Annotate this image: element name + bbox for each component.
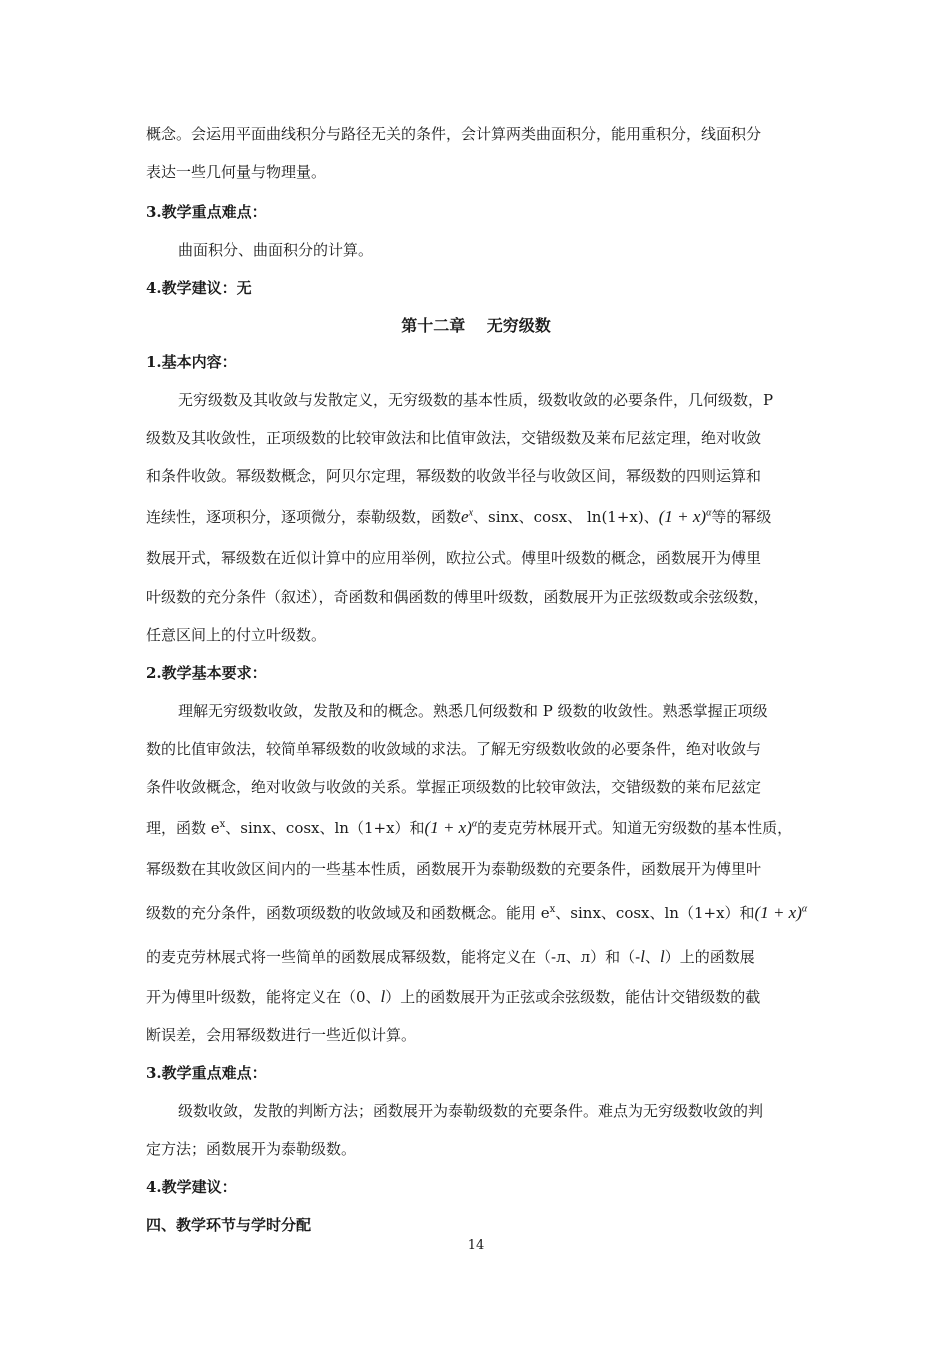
- text-run: 、: [644, 948, 660, 966]
- paragraph-line: 幂级数在其收敛区间内的一些基本性质，函数展开为泰勒级数的充要条件，函数展开为傅里叶: [146, 860, 762, 878]
- text-run: 理，函数 e: [146, 819, 220, 837]
- text-run: 的麦克劳林展开式。知道无穷级数的基本性质，: [477, 819, 793, 837]
- superscript: x: [219, 819, 226, 830]
- superscript-alpha: α: [801, 903, 808, 915]
- paragraph-line: [146, 946, 755, 967]
- paragraph-line: 数展开式，幂级数在近似计算中的应用举例，欧拉公式。傅里叶级数的概念，函数展开为傅里: [146, 549, 762, 567]
- text-run: 开为傅里叶级数，能将定义在（0、: [146, 988, 381, 1006]
- math-l: l: [640, 947, 645, 966]
- section-heading: 1.基本内容：: [146, 353, 237, 371]
- superscript: x: [549, 904, 556, 915]
- math-l: l: [380, 987, 386, 1006]
- paragraph-line: 叶级数的充分条件（叙述），奇函数和偶函数的傅里叶级数，函数展开为正弦级数或余弦级数，: [146, 588, 769, 606]
- paragraph-line: [146, 986, 760, 1007]
- paragraph-line: 级数及其收敛性，正项级数的比较审敛法和比值审敛法，交错级数及莱布尼兹定理，绝对收敛: [146, 429, 762, 447]
- paragraph-line: 无穷级数及其收敛与发散定义，无穷级数的基本性质，级数收敛的必要条件，几何级数，P: [178, 391, 774, 409]
- paragraph-line: [146, 902, 807, 923]
- paragraph-line: [146, 817, 792, 838]
- text-run: 连续性，逐项积分，逐项微分，泰勒级数，函数: [146, 508, 462, 526]
- paragraph-line: 和条件收敛。幂级数概念，阿贝尔定理，幂级数的收敛半径与收敛区间，幂级数的四则运算和: [146, 467, 762, 485]
- paragraph-line: 概念。会运用平面曲线积分与路径无关的条件，会计算两类曲面积分，能用重积分，线面积分: [146, 125, 762, 143]
- text-run: 级数的充分条件，函数项级数的收敛域及和函数概念。能用 e: [146, 904, 550, 922]
- math-binomial: [425, 818, 478, 837]
- paragraph-line: 理解无穷级数收敛，发散及和的概念。熟悉几何级数和 P 级数的收敛性。熟悉掌握正项级: [178, 702, 768, 720]
- paragraph-line: 级数收敛，发散的判断方法；函数展开为泰勒级数的充要条件。难点为无穷级数收敛的判: [178, 1102, 764, 1120]
- section-heading: 四、教学环节与学时分配: [146, 1216, 312, 1234]
- section-heading: 4.教学建议：无: [146, 279, 252, 297]
- section-heading: 2.教学基本要求：: [146, 664, 267, 682]
- paragraph-line: 定方法；函数展开为泰勒级数。: [146, 1140, 357, 1158]
- section-heading: 3.教学重点难点：: [146, 203, 267, 221]
- paragraph-line: 条件收敛概念，绝对收敛与收敛的关系。掌握正项级数的比较审敛法，交错级数的莱布尼兹定: [146, 778, 762, 796]
- section-heading: 4.教学建议：: [146, 1178, 237, 1196]
- text-run: ）上的函数展开为正弦或余弦级数，能估计交错级数的截: [385, 988, 761, 1006]
- paragraph-line: 数的比值审敛法，较简单幂级数的收敛域的求法。了解无穷级数收敛的必要条件，绝对收敛与: [146, 740, 762, 758]
- math-base: (1 + x): [658, 507, 707, 526]
- paragraph-line: [146, 506, 771, 527]
- text-run: 、sinx、cosx、ln（1+x）和: [555, 904, 755, 922]
- page-number: 14: [467, 1238, 485, 1253]
- math-base: (1 + x): [754, 903, 802, 922]
- text-run: 的麦克劳林展式将一些简单的函数展成幂级数，能将定义在（-л、л）和（-: [146, 948, 641, 966]
- paragraph-line: 断误差，会用幂级数进行一些近似计算。: [146, 1026, 417, 1044]
- text-run: 等的幂级: [711, 508, 772, 526]
- paragraph-line: 任意区间上的付立叶级数。: [146, 626, 327, 644]
- math-exp: [461, 507, 473, 526]
- superscript-alpha: α: [471, 818, 478, 830]
- text-run: 、sinx、cosx、 ln(1+x)、: [473, 508, 659, 526]
- math-base: (1 + x): [424, 818, 472, 837]
- paragraph-line: 曲面积分、曲面积分的计算。: [178, 241, 374, 259]
- text-run: 、sinx、cosx、ln（1+x）和: [225, 819, 425, 837]
- math-binomial: [755, 903, 808, 922]
- math-binomial: [659, 507, 712, 526]
- superscript: x: [468, 507, 474, 519]
- text-run: ）上的函数展: [664, 948, 755, 966]
- superscript-alpha: α: [706, 507, 712, 519]
- section-heading: 3.教学重点难点：: [146, 1064, 267, 1082]
- chapter-title: 第十二章 无穷级数: [401, 316, 551, 335]
- math-l: l: [659, 947, 665, 966]
- paragraph-line: 表达一些几何量与物理量。: [146, 163, 327, 181]
- math-e: e: [461, 507, 469, 526]
